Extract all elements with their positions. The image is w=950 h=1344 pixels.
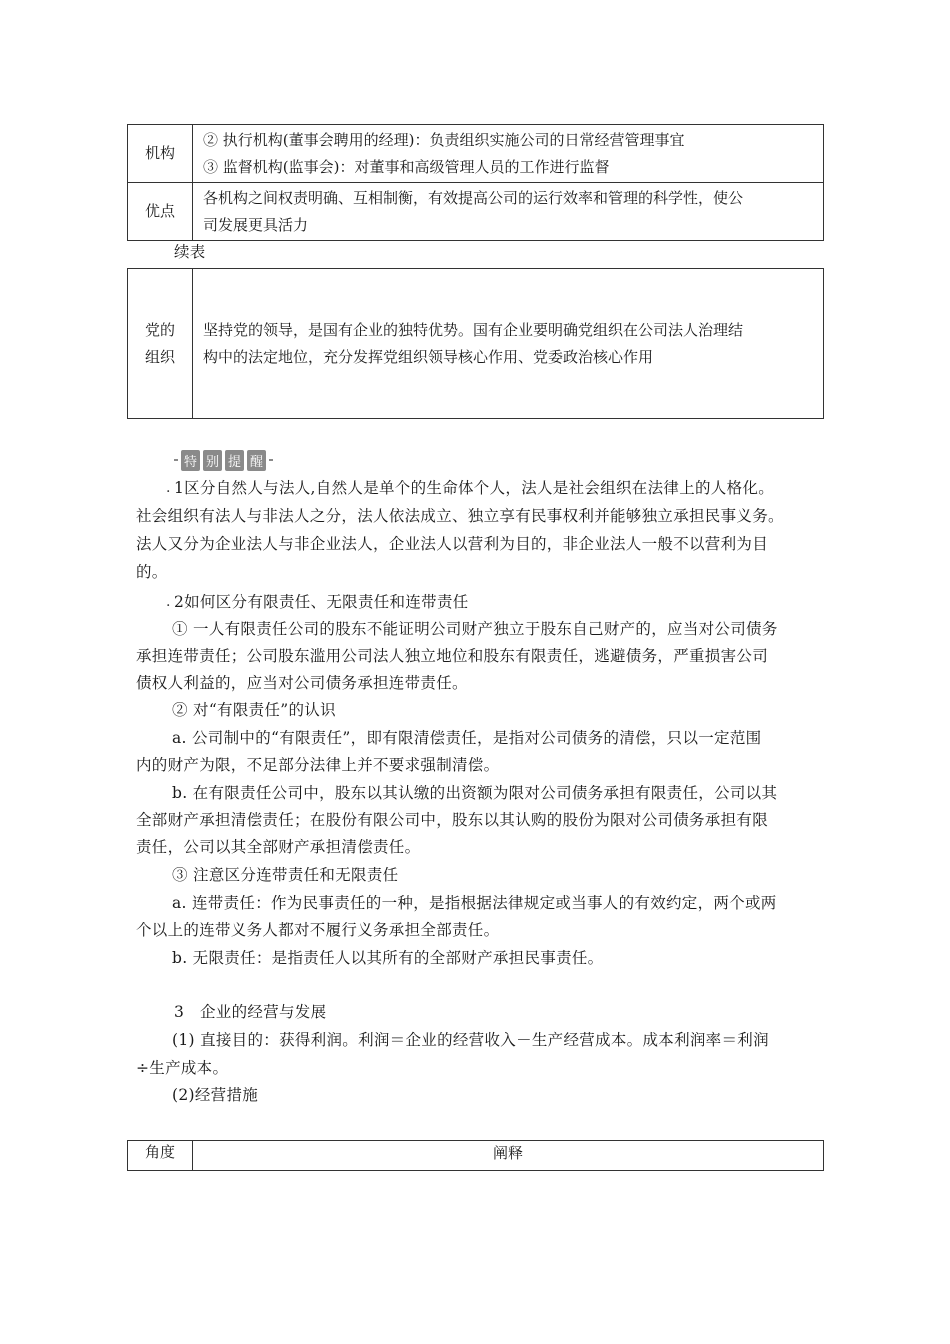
column-header: 阐释	[193, 1141, 824, 1171]
content-line: 各机构之间权责明确、互相制衡，有效提高公司的运行效率和管理的科学性，使公	[203, 188, 744, 207]
paragraph-line: ③ 注意区分连带责任和无限责任	[172, 866, 399, 884]
row-label: 机构	[128, 125, 193, 183]
paragraph-line: 的。	[136, 563, 168, 581]
section-title: 企业的经营与发展	[200, 1003, 327, 1021]
paragraph-line: ① 一人有限责任公司的股东不能证明公司财产独立于股东自己财产的，应当对公司债务	[172, 620, 778, 638]
paragraph-line: 责任，公司以其全部财产承担清偿责任。	[136, 838, 421, 856]
paragraph-line: a. 公司制中的“有限责任”，即有限清偿责任，是指对公司债务的清偿，只以一定范围	[172, 729, 762, 747]
party-table	[127, 268, 824, 419]
paragraph-line: 个以上的连带义务人都对不履行义务承担全部责任。	[136, 921, 500, 939]
column-header: 角度	[128, 1141, 193, 1171]
paragraph-line: 2如何区分有限责任、无限责任和连带责任	[174, 593, 469, 611]
content-line: ③ 监督机构(监事会)：对董事和高级管理人员的工作进行监督	[203, 157, 610, 176]
paragraph-line: a. 连带责任：作为民事责任的一种，是指根据法律规定或当事人的有效约定，两个或两	[172, 894, 777, 912]
paragraph-line: 1区分自然人与法人,自然人是单个的生命体个人，法人是社会组织在法律上的人格化。	[174, 479, 774, 497]
special-reminder-badge	[174, 449, 273, 471]
paragraph-line: b. 无限责任：是指责任人以其所有的全部财产承担民事责任。	[172, 949, 604, 967]
paragraph-line: 法人又分为企业法人与非企业法人，企业法人以营利为目的，非企业法人一般不以营利为目	[136, 535, 769, 553]
content-line: ② 执行机构(董事会聘用的经理)：负责组织实施公司的日常经营管理事宜	[203, 130, 685, 149]
table-header-row	[128, 1141, 824, 1171]
structure-table	[127, 124, 824, 241]
section-number: 3	[174, 1003, 185, 1021]
content-line: 司发展更具活力	[203, 215, 309, 234]
paragraph-line: 全部财产承担清偿责任；在股份有限公司中，股东以其认购的股份为限对公司债务承担有限	[136, 811, 769, 829]
badge-char: 醒	[247, 450, 266, 471]
table-row	[128, 125, 824, 183]
table-row	[128, 183, 824, 241]
row-content	[193, 125, 824, 183]
label-line: 党的	[144, 320, 175, 339]
label-line: 组织	[144, 347, 175, 366]
paragraph-line: ÷生产成本。	[136, 1059, 229, 1077]
bullet-mark: .	[166, 480, 171, 496]
content-line: 坚持党的领导，是国有企业的独特优势。国有企业要明确党组织在公司法人治理结	[203, 320, 744, 339]
paragraph-line: 承担连带责任；公司股东滥用公司法人独立地位和股东有限责任，逃避债务，严重损害公司	[136, 647, 769, 665]
paragraph-line: 社会组织有法人与非法人之分，法人依法成立、独立享有民事权利并能够独立承担民事义务。	[136, 507, 784, 525]
badge-char: 特	[181, 450, 200, 471]
paragraph-line: 内的财产为限，不足部分法律上并不要求强制清偿。	[136, 756, 500, 774]
content-line: 构中的法定地位，充分发挥党组织领导核心作用、党委政治核心作用	[203, 347, 654, 366]
continued-label: 续表	[174, 243, 206, 261]
table-row	[128, 269, 824, 419]
row-content	[193, 269, 824, 419]
row-label: 优点	[128, 183, 193, 241]
badge-char: 提	[225, 450, 244, 471]
paragraph-line: 债权人利益的，应当对公司债务承担连带责任。	[136, 674, 468, 692]
bullet-mark: .	[166, 594, 171, 610]
paragraph-line: (2)经营措施	[172, 1086, 259, 1104]
paragraph-line: (1) 直接目的：获得利润。利润＝企业的经营收入－生产经营成本。成本利润率＝利润	[172, 1031, 769, 1049]
row-content	[193, 183, 824, 241]
paragraph-line: ② 对“有限责任”的认识	[172, 701, 336, 719]
paragraph-line: b. 在有限责任公司中，股东以其认缴的出资额为限对公司债务承担有限责任，公司以其	[172, 784, 778, 802]
measures-table	[127, 1140, 824, 1171]
row-label	[128, 269, 193, 419]
badge-char: 别	[203, 450, 222, 471]
